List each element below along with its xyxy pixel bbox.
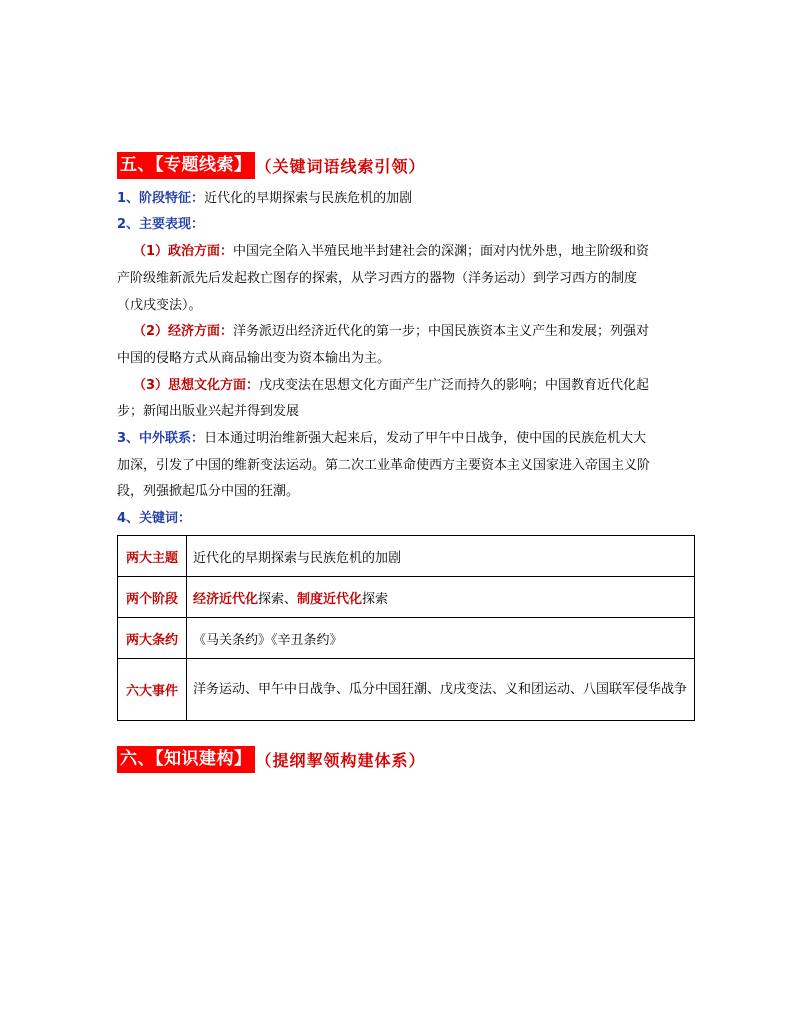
- table-row: [118, 536, 695, 577]
- row-label: 六大事件: [118, 659, 187, 721]
- row-label: 两大主题: [118, 536, 187, 577]
- row-label: 两个阶段: [118, 577, 187, 618]
- section-six-title: 六、【知识建构】: [117, 746, 255, 773]
- political-text-2: 产阶级维新派先后发起救亡图存的探索，从学习西方的器物（洋务运动）到学习西方的制度: [117, 271, 638, 286]
- item-number: 4、: [117, 511, 140, 526]
- foreign-relation-line-1: [117, 430, 697, 448]
- foreign-relation-line-3: [117, 483, 697, 501]
- section-five-subtitle: （关键词语线索引领）: [255, 156, 426, 176]
- political-text-1: 中国完全陷入半殖民地半封建社会的深渊；面对内忧外患，地主阶级和资: [233, 244, 650, 259]
- row-text: 探索: [362, 591, 389, 607]
- table-row: [118, 659, 695, 721]
- political-label: （1）政治方面：: [133, 244, 234, 259]
- section-five-title: 五、【专题线索】: [117, 152, 255, 179]
- foreign-relation-text-3: 段，列强掀起瓜分中国的狂潮。: [117, 484, 300, 499]
- table-row: [118, 577, 695, 618]
- foreign-relation-text-1: 日本通过明治维新强大起来后，发动了甲午中日战争，使中国的民族危机大大: [204, 431, 647, 446]
- cultural-text-2: 步；新闻出版业兴起并得到发展: [117, 404, 300, 419]
- item-number: 1、: [117, 191, 140, 206]
- keywords-line: [117, 510, 697, 528]
- cultural-text-1: 戊戌变法在思想文化方面产生广泛而持久的影响；中国教育近代化起: [259, 378, 650, 393]
- section-six-heading: [117, 744, 426, 774]
- table-row: [118, 618, 695, 659]
- stage-feature-line: [117, 190, 697, 208]
- section-five-heading: [117, 150, 426, 180]
- political-text-3: （戊戌变法）。: [117, 298, 202, 313]
- economic-text-2: 中国的侵略方式从商品输出变为资本输出为主。: [117, 351, 391, 366]
- political-line-1: [133, 243, 713, 261]
- foreign-relation-line-2: [117, 457, 697, 475]
- political-line-2: [117, 270, 697, 288]
- row-content: 《马关条约》《辛丑条约》: [187, 618, 695, 659]
- foreign-relation-text-2: 加深，引发了中国的维新变法运动。第二次工业革命使西方主要资本主义国家进入帝国主义阶: [117, 458, 651, 473]
- economic-line-2: [117, 350, 697, 368]
- stage-feature-label: 阶段特征：: [139, 191, 205, 206]
- institutional-modernization-term: 制度近代化: [297, 591, 363, 607]
- economic-line-1: [133, 323, 713, 341]
- political-line-3: [117, 297, 697, 315]
- row-content: 洋务运动、甲午中日战争、瓜分中国狂潮、戊戌变法、义和团运动、八国联军侵华战争: [187, 659, 695, 721]
- main-performance-line: [117, 216, 697, 234]
- row-text: 探索、: [258, 591, 298, 607]
- main-performance-label: 主要表现：: [139, 217, 205, 232]
- cultural-line-1: [133, 377, 713, 395]
- row-content: 近代化的早期探索与民族危机的加剧: [187, 536, 695, 577]
- row-label: 两大条约: [118, 618, 187, 659]
- cultural-line-2: [117, 403, 697, 421]
- row-content: [187, 577, 695, 618]
- section-six-subtitle: （提纲挈领构建体系）: [255, 750, 426, 770]
- cultural-label: （3）思想文化方面：: [133, 378, 260, 393]
- stage-feature-text: 近代化的早期探索与民族危机的加剧: [204, 191, 413, 206]
- item-number: 3、: [117, 431, 140, 446]
- economic-text-1: 洋务派迈出经济近代化的第一步；中国民族资本主义产生和发展；列强对: [233, 324, 650, 339]
- economic-modernization-term: 经济近代化: [193, 591, 259, 607]
- economic-label: （2）经济方面：: [133, 324, 234, 339]
- foreign-relation-label: 中外联系：: [139, 431, 205, 446]
- keywords-label: 关键词：: [139, 511, 192, 526]
- keyword-table: [117, 535, 695, 721]
- item-number: 2、: [117, 217, 140, 232]
